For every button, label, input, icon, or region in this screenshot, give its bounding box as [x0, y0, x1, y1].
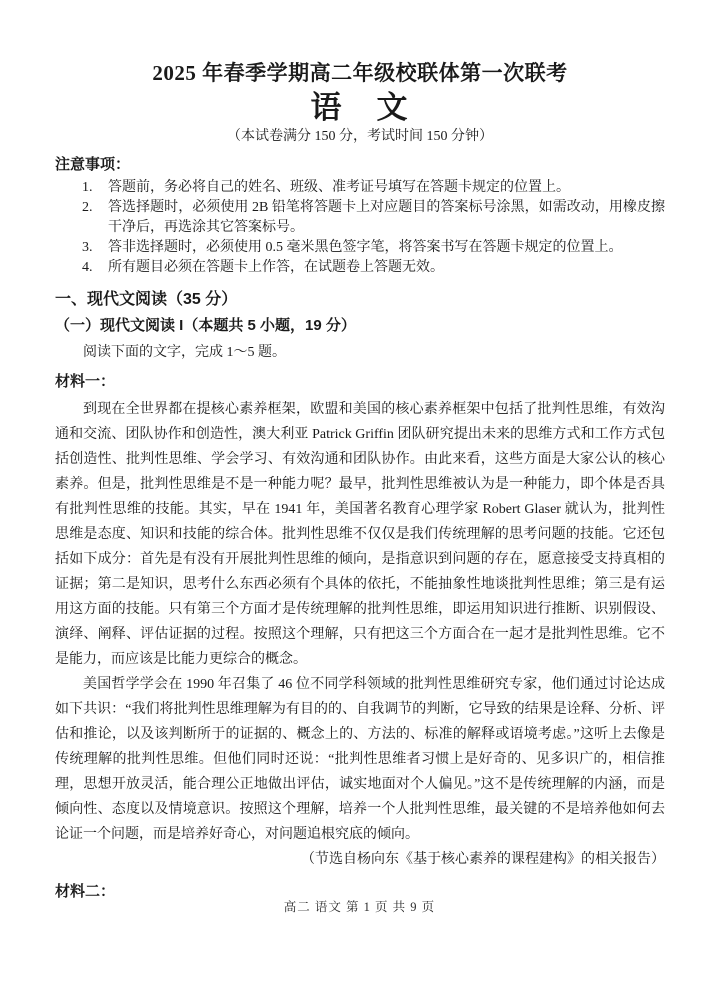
material-1-label: 材料一：: [55, 373, 116, 390]
material-1-paragraph-1: 到现在全世界都在提核心素养框架，欧盟和美国的核心素养框架中包括了批判性思维，有效沟通和交流、团队协作和创造性，澳大利亚 Patrick Griffin 团队研究提出未来的思维方式和工作方式包括创造性、批判性思维、学会学习、有效沟通和团队协作。由此来看，这些方面是大家公认的核心素养。但是，批判性思维是不是一种能力呢？最早，批判性思维被认为是一种能力，即个体是否具有批判性思维的技能。其实，早在 1941 年，美国著名教育心理学家 Robert Glaser 就认为，批判性思维是态度、知识和技能的综合体。批判性思维不仅仅是我们传统理解的思考问题的技能。它还包括如下成分：首先是有没有开展批判性思维的倾向，是指意识到问题的存在，愿意接受支持真相的证据；第二是知识，思考什么东西必须有个具体的依托，不能抽象性地谈批判性思维；第三是有运用这方面的技能。只有第三个方面才是传统理解的批判性思维，即运用知识进行推断、识别假设、演绎、阐释、评估证据的过程。按照这个理解，只有把这三个方面合在一起才是批判性思维。它不是能力，而应该是比能力更综合的概念。: [55, 402, 665, 667]
exam-title: 2025 年春季学期高二年级校联体第一次联考: [152, 61, 568, 85]
notice-list: [55, 178, 665, 278]
reading-instruction: 阅读下面的文字，完成 1～5 题。: [83, 345, 286, 360]
notice-item-number: 2.: [82, 200, 93, 215]
notice-item-number: 4.: [82, 260, 93, 275]
subsection-heading-reading-1: （一）现代文阅读 I（本题共 5 小题，19 分）: [55, 317, 356, 334]
notice-item-3: [55, 238, 665, 258]
subject-title: 语 文: [310, 90, 410, 125]
section-heading-modern-reading: 一、现代文阅读（35 分）: [55, 291, 238, 308]
notice-item-number: 3.: [82, 240, 93, 255]
material-1-paragraph-2: 美国哲学学会在 1990 年召集了 46 位不同学科领域的批判性思维研究专家，他们通过讨论达成如下共识：“我们将批判性思维理解为有目的的、自我调节的判断，它导致的结果是诠释、分析、评估和推论，以及该判断所于的证据的、概念上的、方法的、标准的解释或语境考虑。”这听上去像是传统理解的批判性思维。但他们同时还说：“批判性思维者习惯上是好奇的、见多识广的，相信推理，思想开放灵活，能合理公正地做出评估，诚实地面对个人偏见。”这不是传统理解的内涵，而是倾向性、态度以及情境意识。按照这个理解，培养一个人批判性思维，最关键的不是培养他如何去论证一个问题，而是培养好奇心，对问题追根究底的倾向。: [55, 677, 665, 842]
material-2-label: 材料二：: [55, 883, 116, 900]
notice-heading: 注意事项：: [55, 156, 131, 173]
notice-item-1: [55, 178, 665, 198]
notice-item-text: 答题前，务必将自己的姓名、班级、准考证号填写在答题卡规定的位置上。: [108, 180, 570, 195]
exam-info: （本试卷满分 150 分，考试时间 150 分钟）: [227, 129, 493, 144]
notice-item-text: 答选择题时，必须使用 2B 铅笔将答题卡上对应题目的答案标号涂黑，如需改动，用橡皮擦干净后，再选涂其它答案标号。: [108, 200, 665, 235]
notice-item-2: [55, 198, 665, 238]
notice-item-text: 答非选择题时，必须使用 0.5 毫米黑色签字笔，将答案书写在答题卡规定的位置上。: [108, 240, 623, 255]
notice-item-4: [55, 258, 665, 278]
notice-item-number: 1.: [82, 180, 93, 195]
material-1-attribution: （节选自杨向东《基于核心素养的课程建构》的相关报告）: [301, 852, 665, 867]
notice-item-text: 所有题目必须在答题卡上作答，在试题卷上答题无效。: [108, 260, 444, 275]
page-footer: 高二 语文 第 1 页 共 9 页: [283, 900, 436, 914]
